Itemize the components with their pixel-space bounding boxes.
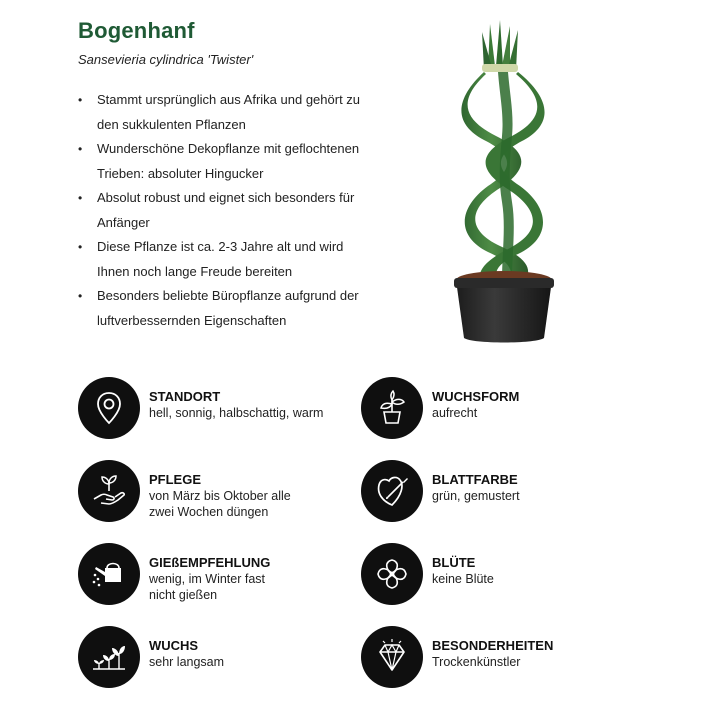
bullet-icon: • [78, 142, 83, 156]
feature-label: WUCHS [149, 638, 199, 653]
plant-pot [454, 278, 554, 343]
list-item [78, 88, 378, 137]
potted-plant-icon [372, 388, 412, 428]
feature-value: wenig, im Winter fast nicht gießen [149, 572, 266, 602]
feature-icon-circle [78, 460, 140, 522]
feature-giessempfehlung [78, 543, 368, 607]
list-item [78, 235, 378, 284]
feature-icon-circle [78, 543, 140, 605]
feature-icon-circle [361, 626, 423, 688]
list-item [78, 284, 378, 333]
feature-standort [78, 377, 368, 441]
watering-can-icon [89, 554, 129, 594]
feature-pflege [78, 460, 368, 524]
feature-wuchs [78, 626, 368, 690]
leaf-brush-icon [372, 471, 412, 511]
feature-label: WUCHSFORM [432, 389, 520, 404]
flower-icon [372, 554, 412, 594]
list-item [78, 186, 378, 235]
location-pin-icon [89, 388, 129, 428]
feature-label: STANDORT [149, 389, 221, 404]
product-title: Bogenhanf [78, 18, 195, 43]
feature-bluete [361, 543, 651, 607]
diamond-icon [372, 637, 412, 677]
feature-icon-circle [78, 626, 140, 688]
feature-value: keine Blüte [432, 572, 494, 586]
bullet-icon: • [78, 289, 83, 303]
feature-label: PFLEGE [149, 472, 202, 487]
product-image [440, 18, 570, 348]
list-item-text: Wunderschöne Dekopflanze mit geflochtenen Trieben: absoluter Hingucker [97, 141, 360, 181]
braided-stems [461, 72, 544, 280]
feature-value: Trockenkünstler [432, 655, 521, 669]
seedlings-icon [89, 637, 129, 677]
feature-blattfarbe [361, 460, 651, 524]
feature-label: BESONDERHEITEN [432, 638, 554, 653]
feature-icon-circle [361, 543, 423, 605]
feature-value: von März bis Oktober alle zwei Wochen düngen [149, 489, 291, 519]
bullet-icon: • [78, 93, 83, 107]
feature-list [78, 88, 378, 333]
list-item-text: Stammt ursprünglich aus Afrika und gehört zu den sukkulenten Pflanzen [97, 92, 361, 132]
feature-value: sehr langsam [149, 655, 225, 669]
feature-value: aufrecht [432, 406, 478, 420]
feature-value: hell, sonnig, halbschattig, warm [149, 406, 324, 420]
list-item-text: Absolut robust und eignet sich besonders für Anfänger [97, 190, 355, 230]
feature-icon-circle [361, 460, 423, 522]
feature-label: BLÜTE [432, 555, 476, 570]
list-item-text: Besonders beliebte Büropflanze aufgrund der luftverbessernden Eigenschaften [97, 288, 359, 328]
botanical-name: Sansevieria cylindrica 'Twister' [78, 52, 254, 67]
bullet-icon: • [78, 191, 83, 205]
plant-tie [482, 64, 518, 72]
feature-icon-circle [78, 377, 140, 439]
list-item [78, 137, 378, 186]
list-item-text: Diese Pflanze ist ca. 2-3 Jahre alt und wird Ihnen noch lange Freude bereiten [97, 239, 344, 279]
leaf-tips [482, 20, 518, 70]
feature-icon-circle [361, 377, 423, 439]
feature-besonderheiten [361, 626, 651, 690]
bullet-icon: • [78, 240, 83, 254]
feature-value: grün, gemustert [432, 489, 520, 503]
feature-label: GIEßEMPFEHLUNG [149, 555, 271, 570]
feature-label: BLATTFARBE [432, 472, 518, 487]
hand-sprout-icon [89, 471, 129, 511]
feature-wuchsform [361, 377, 651, 441]
